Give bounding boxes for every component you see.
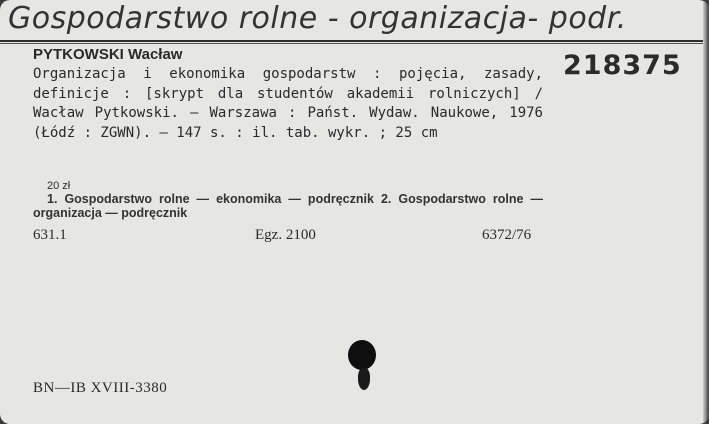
price: 20 zł <box>47 180 71 192</box>
card-edge-shadow <box>703 0 709 424</box>
accession-number: 218375 <box>563 50 682 81</box>
heading-rule-thin <box>0 43 709 44</box>
author-name: PYTKOWSKI Wacław <box>33 46 183 63</box>
subject-tracings: 1. Gospodarstwo rolne — ekonomika — podręcznik 2. Gospodarstwo rolne — organizacja — podręcznik <box>33 192 543 220</box>
card-footer-code: BN—IB XVIII-3380 <box>33 380 168 396</box>
bibliographic-description: Organizacja i ekonomika gospodarstw : pojęcia, zasady, definicje : [skrypt dla studentów akademii rolniczych] / Wacław Pytkowski. – Warszawa : Państ. Wydaw. Naukowe, 1976 (Łódź : ZGWN). – 147 s. : il. tab. wykr. ; 25 cm <box>33 66 543 141</box>
subject-heading-handwritten: Gospodarstwo rolne - organizacja- podr. <box>8 1 627 36</box>
heading-rule <box>0 40 709 42</box>
catalog-code: 6372/76 <box>482 227 532 243</box>
punch-hole <box>348 340 376 370</box>
copy-number: Egz. 2100 <box>255 227 316 243</box>
punch-hole-tail <box>358 368 370 390</box>
classification-number: 631.1 <box>33 227 67 243</box>
